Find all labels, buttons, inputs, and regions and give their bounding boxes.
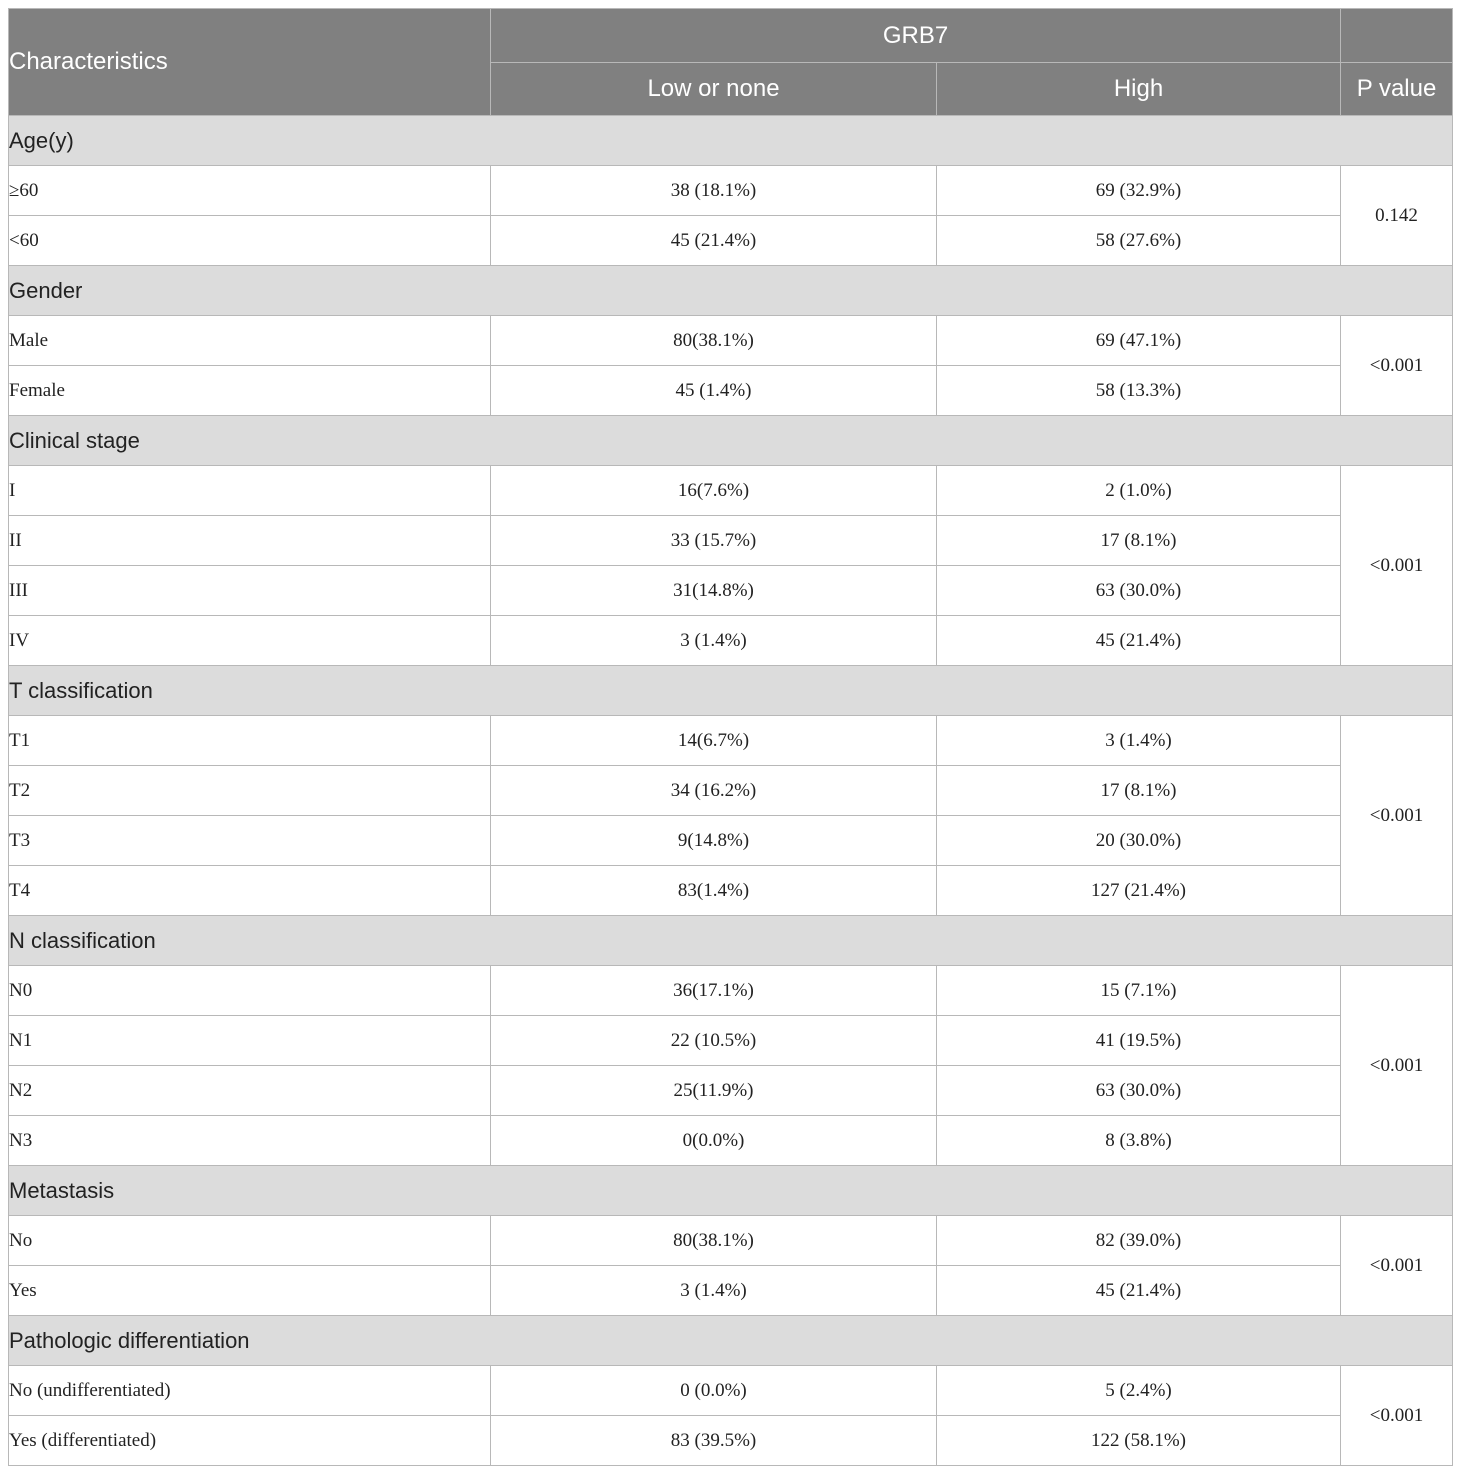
low-or-none-value: 36(17.1%): [491, 966, 937, 1016]
p-value: <0.001: [1341, 316, 1453, 416]
table-row: [9, 1416, 1453, 1466]
row-label: I: [9, 466, 491, 516]
row-label: N0: [9, 966, 491, 1016]
section-title: Metastasis: [9, 1166, 1453, 1216]
row-label: No: [9, 1216, 491, 1266]
low-or-none-value: 45 (1.4%): [491, 366, 937, 416]
p-value: <0.001: [1341, 966, 1453, 1166]
high-value: 20 (30.0%): [937, 816, 1341, 866]
low-or-none-value: 45 (21.4%): [491, 216, 937, 266]
high-value: 45 (21.4%): [937, 1266, 1341, 1316]
low-or-none-value: 83 (39.5%): [491, 1416, 937, 1466]
table-row: [9, 166, 1453, 216]
table-row: [9, 866, 1453, 916]
header-grb7-group: GRB7: [491, 9, 1341, 63]
high-value: 17 (8.1%): [937, 766, 1341, 816]
header-high: High: [937, 63, 1341, 116]
section-title: T classification: [9, 666, 1453, 716]
low-or-none-value: 80(38.1%): [491, 316, 937, 366]
high-value: 63 (30.0%): [937, 566, 1341, 616]
low-or-none-value: 3 (1.4%): [491, 1266, 937, 1316]
p-value: <0.001: [1341, 1216, 1453, 1316]
row-label: N1: [9, 1016, 491, 1066]
row-label: T1: [9, 716, 491, 766]
high-value: 17 (8.1%): [937, 516, 1341, 566]
row-label: T2: [9, 766, 491, 816]
high-value: 45 (21.4%): [937, 616, 1341, 666]
high-value: 63 (30.0%): [937, 1066, 1341, 1116]
table-row: [9, 216, 1453, 266]
high-value: 2 (1.0%): [937, 466, 1341, 516]
section-title: Gender: [9, 266, 1453, 316]
high-value: 15 (7.1%): [937, 966, 1341, 1016]
row-label: IV: [9, 616, 491, 666]
table-row: [9, 1266, 1453, 1316]
low-or-none-value: 38 (18.1%): [491, 166, 937, 216]
header-characteristics: Characteristics: [9, 9, 491, 116]
row-label: T3: [9, 816, 491, 866]
p-value: <0.001: [1341, 1366, 1453, 1466]
table-body: [9, 116, 1453, 1466]
grb7-characteristics-table: [8, 8, 1453, 1466]
table-row: [9, 1016, 1453, 1066]
p-value: <0.001: [1341, 716, 1453, 916]
table-row: [9, 366, 1453, 416]
row-label: Male: [9, 316, 491, 366]
low-or-none-value: 0(0.0%): [491, 1116, 937, 1166]
table-row: [9, 1066, 1453, 1116]
row-label: III: [9, 566, 491, 616]
header-p-value: P value: [1341, 63, 1453, 116]
table-row: [9, 1366, 1453, 1416]
section-row: [9, 266, 1453, 316]
table-row: [9, 816, 1453, 866]
section-title: N classification: [9, 916, 1453, 966]
section-row: [9, 1166, 1453, 1216]
low-or-none-value: 34 (16.2%): [491, 766, 937, 816]
high-value: 122 (58.1%): [937, 1416, 1341, 1466]
section-row: [9, 416, 1453, 466]
section-title: Pathologic differentiation: [9, 1316, 1453, 1366]
row-label: N3: [9, 1116, 491, 1166]
header-low-or-none: Low or none: [491, 63, 937, 116]
p-value: <0.001: [1341, 466, 1453, 666]
low-or-none-value: 16(7.6%): [491, 466, 937, 516]
low-or-none-value: 0 (0.0%): [491, 1366, 937, 1416]
row-label: N2: [9, 1066, 491, 1116]
section-row: [9, 116, 1453, 166]
high-value: 127 (21.4%): [937, 866, 1341, 916]
section-title: Clinical stage: [9, 416, 1453, 466]
table-row: [9, 1116, 1453, 1166]
section-title: Age(y): [9, 116, 1453, 166]
section-row: [9, 1316, 1453, 1366]
low-or-none-value: 80(38.1%): [491, 1216, 937, 1266]
header-row-1: [9, 9, 1453, 63]
high-value: 3 (1.4%): [937, 716, 1341, 766]
row-label: ≥60: [9, 166, 491, 216]
low-or-none-value: 3 (1.4%): [491, 616, 937, 666]
table-row: [9, 616, 1453, 666]
table-row: [9, 516, 1453, 566]
high-value: 41 (19.5%): [937, 1016, 1341, 1066]
high-value: 58 (27.6%): [937, 216, 1341, 266]
low-or-none-value: 22 (10.5%): [491, 1016, 937, 1066]
low-or-none-value: 31(14.8%): [491, 566, 937, 616]
row-label: Yes (differentiated): [9, 1416, 491, 1466]
table-row: [9, 316, 1453, 366]
low-or-none-value: 25(11.9%): [491, 1066, 937, 1116]
high-value: 69 (47.1%): [937, 316, 1341, 366]
table-row: [9, 566, 1453, 616]
row-label: Female: [9, 366, 491, 416]
low-or-none-value: 9(14.8%): [491, 816, 937, 866]
row-label: <60: [9, 216, 491, 266]
high-value: 69 (32.9%): [937, 166, 1341, 216]
table-row: [9, 766, 1453, 816]
p-value: 0.142: [1341, 166, 1453, 266]
table-row: [9, 966, 1453, 1016]
row-label: II: [9, 516, 491, 566]
high-value: 58 (13.3%): [937, 366, 1341, 416]
table-row: [9, 1216, 1453, 1266]
header-blank-cell: [1341, 9, 1453, 63]
table-row: [9, 466, 1453, 516]
row-label: T4: [9, 866, 491, 916]
high-value: 82 (39.0%): [937, 1216, 1341, 1266]
low-or-none-value: 83(1.4%): [491, 866, 937, 916]
table-row: [9, 716, 1453, 766]
row-label: Yes: [9, 1266, 491, 1316]
section-row: [9, 916, 1453, 966]
section-row: [9, 666, 1453, 716]
high-value: 8 (3.8%): [937, 1116, 1341, 1166]
low-or-none-value: 14(6.7%): [491, 716, 937, 766]
row-label: No (undifferentiated): [9, 1366, 491, 1416]
low-or-none-value: 33 (15.7%): [491, 516, 937, 566]
high-value: 5 (2.4%): [937, 1366, 1341, 1416]
